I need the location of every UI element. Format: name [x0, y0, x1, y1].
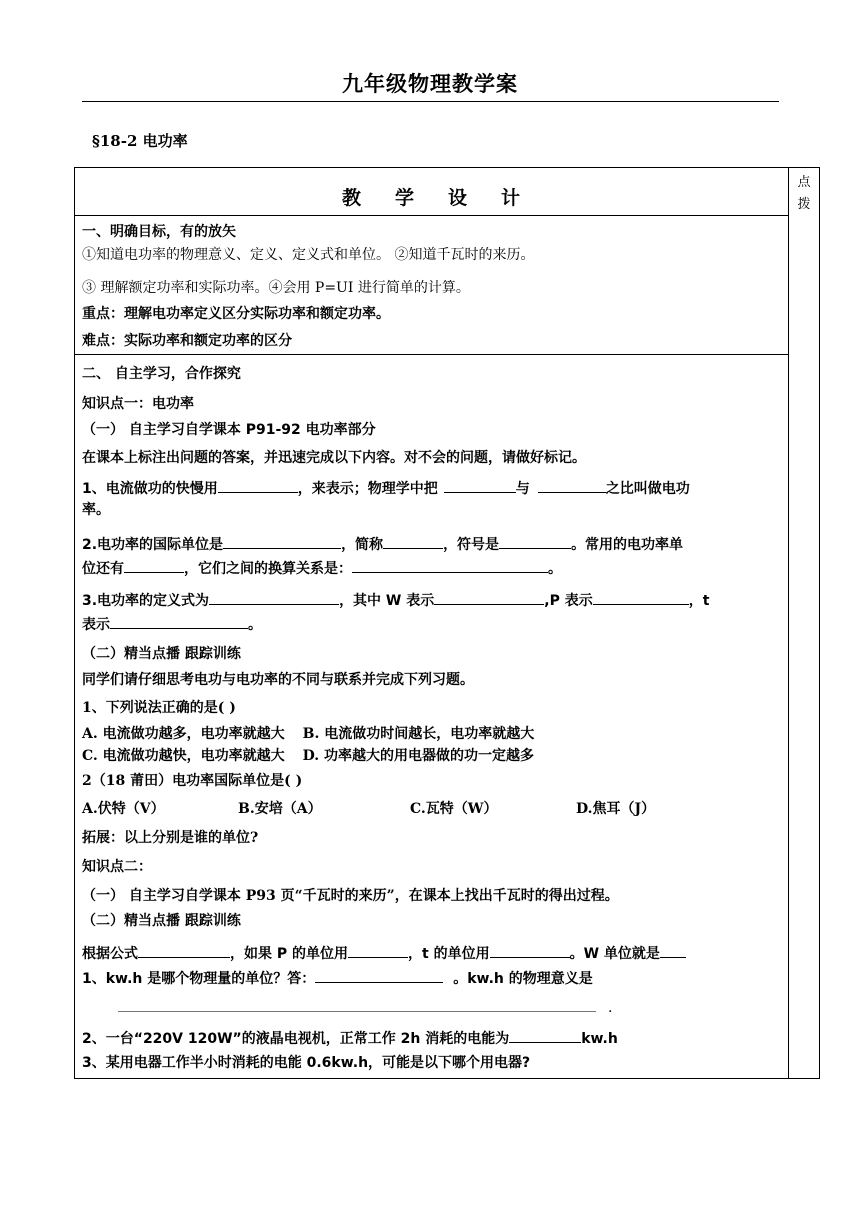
instruction: 在课本上标注出问题的答案，并迅速完成以下内容。对不会的问题，请做好标记。 [82, 450, 586, 466]
exercise-1-option-b: B. 电流做功时间越长，电功率就越大 [302, 726, 535, 742]
exercise-1-options-row-1 [82, 724, 784, 744]
exercise-2-option-b: B.安培（A） [238, 801, 322, 817]
exercise-2-option-c: C.瓦特（W） [410, 801, 498, 817]
q3-text-b: ，其中 W 表示 [339, 593, 435, 609]
blank[interactable] [124, 557, 184, 573]
trailing-period: . [608, 1000, 613, 1016]
question-1-line-2: 率。 [82, 502, 110, 518]
q2-text-f: ，它们之间的换算关系是： [184, 561, 352, 577]
kp2-sub1: （一） 自主学习自学课本 P93 页“千瓦时的来历”，在课本上找出千瓦时的得出过程。 [82, 888, 619, 904]
kp2-sub2: （二）精当点播 跟踪训练 [82, 913, 241, 929]
q3-text-e: 表示 [82, 617, 110, 633]
side-label-2: 拨 [797, 197, 811, 212]
question-2-line-2 [82, 557, 784, 579]
formula-text-a: 根据公式 [82, 946, 138, 962]
q2-text-b: ，简称 [341, 537, 384, 553]
tv-text-b: kw.h [581, 1031, 618, 1047]
side-label-1: 点 [797, 175, 811, 190]
exercise-1-option-a: A. 电流做功越多，电功率就越大 [82, 726, 285, 742]
practice-prompt: 同学们请仔细思考电功与电功率的不同与联系并完成下列习题。 [82, 672, 474, 688]
q1-text-b: ，来表示；物理学中把 [297, 481, 438, 497]
q2-text-d: 。常用的电功率单 [571, 537, 684, 553]
kp1-sub1: （一） 自主学习自学课本 P91-92 电功率部分 [82, 422, 376, 438]
page-title: 九年级物理教学案 [342, 72, 518, 96]
tv-text-a: 2、一台“220V 120W”的液晶电视机，正常工作 2h 消耗的电能为 [82, 1031, 510, 1047]
kp2-title: 知识点二： [82, 859, 152, 875]
q2-text-a: 2.电功率的国际单位是 [82, 537, 224, 553]
kwh-question [82, 967, 784, 989]
blank[interactable] [499, 533, 571, 549]
blank[interactable] [660, 942, 686, 958]
question-2-line-1 [82, 533, 784, 555]
blank[interactable] [223, 533, 341, 549]
q2-text-c: ，符号是 [443, 537, 500, 553]
q2-text-e: 位还有 [82, 561, 124, 577]
goals-divider [74, 354, 788, 355]
kp1-sub2: （二）精当点播 跟踪训练 [82, 646, 241, 662]
q3-text-a: 3.电功率的定义式为 [82, 593, 210, 609]
extension-question: 拓展：以上分别是谁的单位? [82, 830, 259, 846]
blank[interactable] [593, 589, 689, 605]
goals-line-2: ③ 理解额定功率和实际功率。④会用 P=UI 进行简单的计算。 [82, 280, 470, 296]
exercise-1-options-row-2 [82, 746, 784, 766]
exercise-1-stem: 1、下列说法正确的是( ) [82, 700, 236, 716]
table-header: 教学设计 [341, 187, 554, 209]
blank[interactable] [118, 999, 596, 1012]
q1-text-c: 与 [515, 481, 530, 497]
tv-question [82, 1027, 784, 1049]
side-label [792, 172, 816, 216]
kwh-text-b: 。kw.h 的物理意义是 [453, 971, 593, 987]
exercise-1-option-d: D. 功率越大的用电器做的功一定越多 [302, 748, 535, 764]
blank[interactable] [434, 589, 544, 605]
kwh-meaning-line [118, 998, 638, 1018]
kwh-text-a: 1、kw.h 是哪个物理量的单位？答： [82, 971, 316, 987]
formula-text-b: ，如果 P 的单位用 [230, 946, 349, 962]
formula-line [82, 942, 784, 964]
appliance-question: 3、某用电器工作半小时消耗的电能 0.6kw.h，可能是以下哪个用电器? [82, 1055, 531, 1071]
header-divider [74, 215, 788, 216]
difficulty: 难点：实际功率和额定功率的区分 [82, 333, 292, 349]
blank[interactable] [383, 533, 443, 549]
key-point: 重点：理解电功率定义区分实际功率和额定功率。 [82, 306, 390, 322]
blank[interactable] [509, 1027, 581, 1043]
question-3-line-2 [82, 613, 784, 635]
blank[interactable] [218, 477, 298, 493]
study-heading: 二、 自主学习，合作探究 [82, 366, 241, 382]
blank[interactable] [490, 942, 570, 958]
question-1-line-1 [82, 477, 784, 499]
blank[interactable] [315, 967, 443, 983]
column-divider [788, 167, 789, 1079]
goals-line-1: ①知道电功率的物理意义、定义、定义式和单位。 ②知道千瓦时的来历。 [82, 247, 535, 263]
exercise-1-option-c: C. 电流做功越快，电功率就越大 [82, 748, 285, 764]
formula-text-d: 。W 单位就是 [569, 946, 660, 962]
blank[interactable] [444, 477, 516, 493]
blank[interactable] [209, 589, 339, 605]
section-label: §18-2 电功率 [92, 132, 188, 150]
blank[interactable] [110, 613, 248, 629]
title-rule [82, 101, 779, 102]
blank[interactable] [538, 477, 606, 493]
goals-heading: 一、明确目标，有的放矢 [82, 224, 236, 240]
question-3-line-1 [82, 589, 784, 611]
blank[interactable] [138, 942, 230, 958]
q2-text-g: 。 [548, 561, 562, 577]
kp1-title: 知识点一：电功率 [82, 396, 194, 412]
q1-text-d: 之比叫做电功 [605, 481, 690, 497]
q3-text-c: ,P 表示 [544, 593, 593, 609]
exercise-2-stem: 2（18 莆田）电功率国际单位是( ) [82, 773, 303, 789]
blank[interactable] [348, 942, 408, 958]
q3-text-d: ，t [688, 593, 710, 609]
q1-text-a: 1、电流做功的快慢用 [82, 481, 218, 497]
exercise-2-option-d: D.焦耳（J） [576, 801, 656, 817]
exercise-2-options [82, 799, 784, 819]
blank[interactable] [352, 557, 548, 573]
exercise-2-option-a: A.伏特（V） [82, 801, 165, 817]
formula-text-c: ，t 的单位用 [408, 946, 490, 962]
q3-text-f: 。 [248, 617, 262, 633]
